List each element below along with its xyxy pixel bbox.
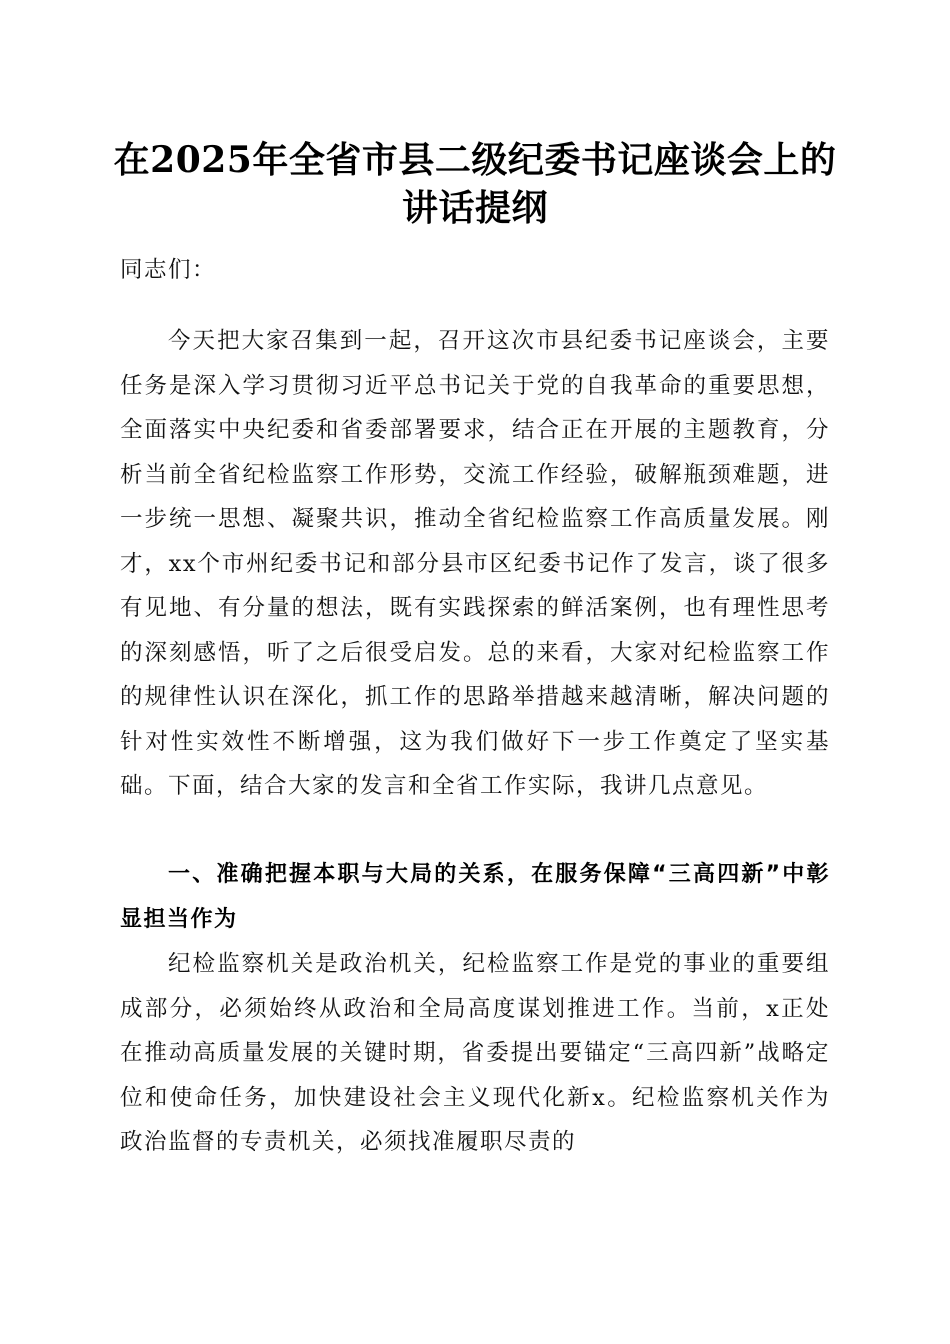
section-paragraph-1: 纪检监察机关是政治机关，纪检监察工作是党的事业的重要组成部分，必须始终从政治和全局高度谋划推进工作。当前，x正处在推动高质量发展的关键时期，省委提出要锚定“三高四新”战略定位和使命任务，加快建设社会主义现代化新x。纪检监察机关作为政治监督的专责机关，必须找准履职尽责的 [120,951,830,1155]
document-title-line-1: 在2025年全省市县二级纪委书记座谈会上的 [113,139,837,181]
opening-paragraph-block [120,319,830,809]
opening-paragraph: 今天把大家召集到一起，召开这次市县纪委书记座谈会，主要任务是深入学习贯彻习近平总书记关于党的自我革命的重要思想，全面落实中央纪委和省委部署要求，结合正在开展的主题教育，分析当前全省纪检监察工作形势，交流工作经验，破解瓶颈难题，进一步统一思想、凝聚共识，推动全省纪检监察工作高质量发展。刚才，xx个市州纪委书记和部分县市区纪委书记作了发言，谈了很多有见地、有分量的想法，既有实践探索的鲜活案例，也有理性思考的深刻感悟，听了之后很受启发。总的来看，大家对纪检监察工作的规律性认识在深化，抓工作的思路举措越来越清晰，解决问题的针对性实效性不断增强，这为我们做好下一步工作奠定了坚实基础。下面，结合大家的发言和全省工作实际，我讲几点意见。 [120,328,830,799]
salutation: 同志们： [120,257,217,283]
section-heading-1: 一、准确把握本职与大局的关系，在服务保障“三高四新”中彰显担当作为 [120,862,830,932]
section-body-block [120,942,830,1165]
document-title-line-2: 讲话提纲 [401,187,548,229]
section-heading-block [120,853,830,942]
